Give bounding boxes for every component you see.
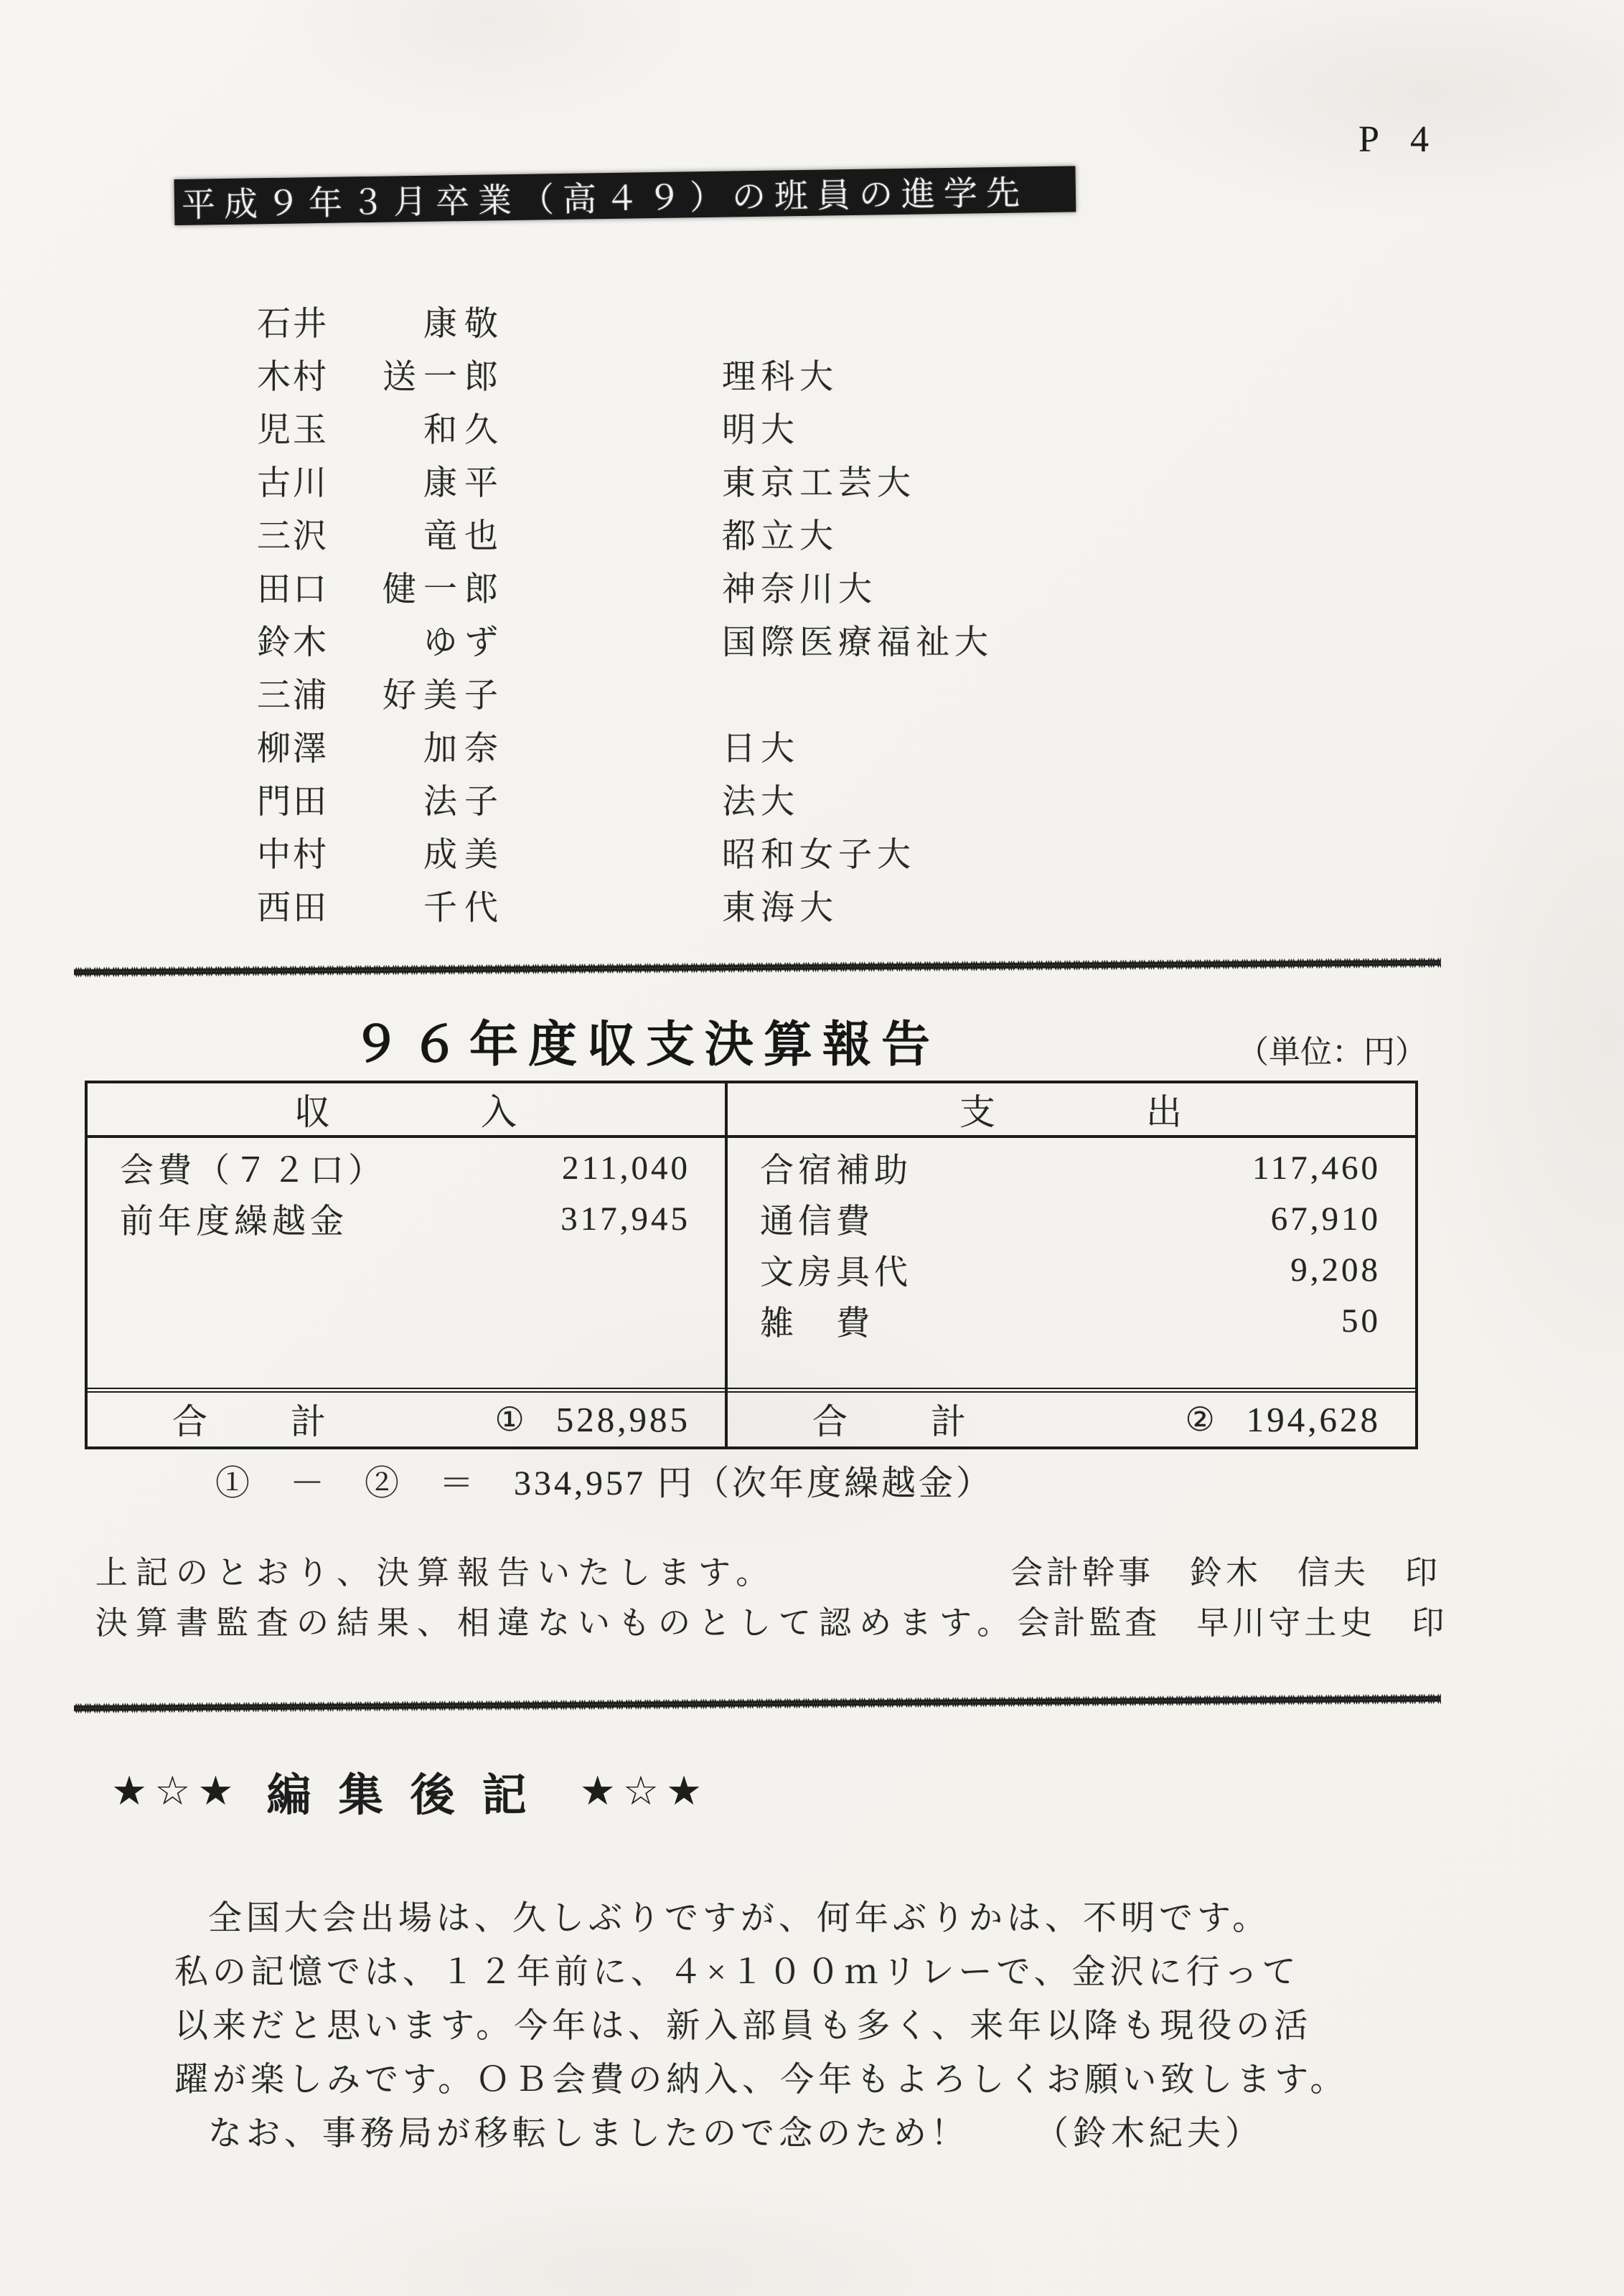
graduates-list — [257, 294, 993, 931]
total-label: 合 計 — [812, 1402, 971, 1442]
attestation-text: 決算書監査の結果、相違ないものとして認めます。 — [95, 1604, 1018, 1641]
table-row — [728, 1244, 1415, 1295]
stars-icon: ★☆★ — [111, 1768, 241, 1815]
list-item — [257, 666, 993, 719]
given-name: 健一郎 — [382, 570, 505, 608]
list-item — [257, 347, 993, 400]
surname: 門田 — [257, 783, 329, 821]
report-title: ９６年度収支決算報告 — [352, 1017, 941, 1072]
row-amount: 117,460 — [1252, 1149, 1381, 1187]
given-name: 康平 — [423, 464, 505, 502]
list-item — [257, 719, 993, 772]
postscript-line: 以来だと思います。今年は、新入部員も多く、来年以降も現役の活 — [174, 2008, 1313, 2045]
postscript-line — [174, 2107, 1394, 2160]
surname: 西田 — [257, 889, 329, 927]
list-item — [257, 772, 993, 825]
table-row — [728, 1193, 1415, 1244]
surname: 田口 — [257, 570, 329, 608]
surname: 三浦 — [257, 677, 329, 715]
surname: 児玉 — [257, 411, 329, 449]
expense-column — [728, 1083, 1415, 1446]
university: 東海大 — [722, 889, 838, 927]
table-row — [88, 1193, 725, 1244]
university: 国際医療福祉大 — [722, 624, 993, 662]
surname: 木村 — [257, 358, 329, 396]
row-label: 文房具代 — [760, 1254, 912, 1292]
given-name: 成美 — [423, 836, 505, 874]
given-name: 竜也 — [423, 517, 505, 555]
university: 明大 — [722, 411, 799, 449]
list-item — [257, 294, 993, 347]
given-name: 千代 — [423, 889, 505, 927]
given-name: ゆず — [423, 624, 505, 662]
surname: 古川 — [257, 464, 329, 502]
circled-two-mark: ② — [1185, 1400, 1215, 1439]
balance-formula: ① － ② ＝ 334,957 円（次年度繰越金） — [215, 1464, 994, 1502]
postscript-body — [174, 1891, 1394, 2160]
stars-icon: ★☆★ — [579, 1768, 710, 1815]
total-label: 合 計 — [172, 1402, 331, 1442]
expense-rows — [728, 1138, 1415, 1388]
university: 昭和女子大 — [722, 836, 916, 874]
section-header-text: 平成９年３月卒業（高４９）の班員の進学先 — [181, 174, 1029, 225]
list-item — [257, 878, 993, 931]
row-amount: 50 — [1341, 1302, 1381, 1340]
row-amount: 67,910 — [1270, 1200, 1381, 1238]
university: 都立大 — [722, 517, 838, 555]
total-amount: 194,628 — [1246, 1399, 1381, 1439]
row-amount: 317,945 — [560, 1200, 690, 1238]
list-item — [257, 613, 993, 666]
surname: 石井 — [257, 305, 329, 343]
settlement-table — [85, 1081, 1418, 1449]
circled-one-mark: ① — [494, 1400, 525, 1439]
given-name: 送一郎 — [382, 358, 505, 396]
expense-total-row — [728, 1388, 1415, 1446]
attestation-line — [95, 1544, 1441, 1594]
given-name: 康敬 — [423, 305, 505, 343]
table-row — [728, 1295, 1415, 1346]
postscript-title: 編集後記 — [266, 1772, 554, 1820]
table-row — [88, 1142, 725, 1193]
table-row — [728, 1142, 1415, 1193]
university: 理科大 — [722, 358, 838, 396]
postscript-final-note: なお、事務局が移転しましたので念のため！ — [208, 2115, 969, 2152]
page-number: P 4 — [1358, 119, 1440, 160]
surname: 鈴木 — [257, 624, 329, 662]
expense-header: 支 出 — [728, 1083, 1415, 1138]
attestation-block — [95, 1544, 1448, 1645]
postscript-author: （鈴木紀夫） — [1035, 2115, 1263, 2152]
list-item — [257, 400, 993, 453]
list-item — [257, 453, 993, 507]
income-rows — [88, 1138, 725, 1388]
row-label: 前年度繰越金 — [120, 1203, 348, 1241]
surname: 柳澤 — [257, 730, 329, 768]
university: 日大 — [722, 730, 799, 768]
row-amount: 211,040 — [561, 1149, 690, 1187]
list-item — [257, 825, 993, 878]
row-label: 会費（７２口） — [120, 1152, 386, 1190]
university: 法大 — [722, 783, 799, 821]
surname: 三沢 — [257, 517, 329, 555]
report-unit-note: （単位：円） — [1237, 1035, 1427, 1070]
university: 東京工芸大 — [722, 464, 916, 502]
row-label: 合宿補助 — [760, 1152, 912, 1190]
section-header-bar — [174, 166, 1076, 225]
income-total-row — [88, 1388, 725, 1446]
surname: 中村 — [257, 836, 329, 874]
given-name: 法子 — [423, 783, 505, 821]
attestation-signer: 会計監査 早川守土史 印 — [1017, 1604, 1448, 1641]
attestation-line — [95, 1594, 1448, 1645]
given-name: 加奈 — [423, 730, 505, 768]
postscript-line: 全国大会出場は、久しぶりですが、何年ぶりかは、不明です。 — [208, 1900, 1271, 1937]
attestation-text: 上記のとおり、決算報告いたします。 — [95, 1554, 776, 1591]
row-label: 通信費 — [760, 1203, 874, 1241]
zigzag-divider — [74, 956, 1441, 979]
given-name: 和久 — [423, 411, 505, 449]
total-amount: 528,985 — [555, 1399, 690, 1439]
row-amount: 9,208 — [1290, 1251, 1381, 1289]
given-name: 好美子 — [382, 677, 505, 715]
postscript-heading — [111, 1759, 709, 1823]
postscript-line: 私の記憶では、１２年前に、４×１００ｍリレーで、金沢に行って — [174, 1954, 1300, 1991]
postscript-line: 躍が楽しみです。ＯＢ会費の納入、今年もよろしくお願い致します。 — [174, 2061, 1348, 2099]
list-item — [257, 560, 993, 613]
income-header: 収 入 — [88, 1083, 725, 1138]
university: 神奈川大 — [722, 570, 877, 608]
income-column — [88, 1083, 728, 1446]
list-item — [257, 507, 993, 560]
row-label: 雑 費 — [760, 1305, 874, 1342]
attestation-signer: 会計幹事 鈴木 信夫 印 — [1010, 1554, 1441, 1591]
zigzag-divider — [74, 1693, 1441, 1715]
